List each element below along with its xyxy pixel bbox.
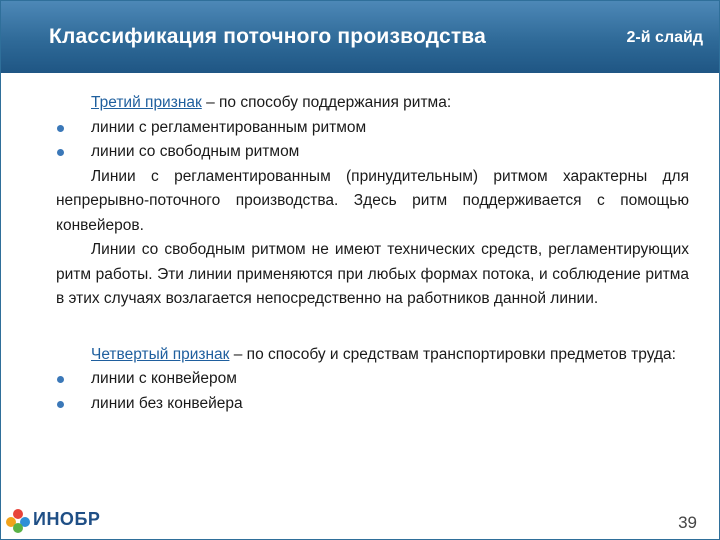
logo-mark-icon: [5, 508, 31, 534]
bullet-icon: [57, 149, 64, 156]
list-item-text: линии без конвейера: [91, 394, 243, 412]
slide-content: [56, 91, 689, 416]
section4-lead: [56, 343, 689, 368]
slide-header: [1, 1, 719, 73]
paragraph-free-rhythm: Линии со свободным ритмом не имеют технических средств, регламентирующих ритм работы. Эти линии применяются при любых формах потока, и соблюдение ритма в этих случаях возлагается непосредственно на работников данной линии.: [56, 241, 689, 307]
slide-label: 2-й слайд: [626, 29, 703, 46]
section3-lead-text: – по способу поддержания ритма:: [201, 94, 452, 111]
bullet-icon: [57, 125, 64, 132]
fourth-criterion-link[interactable]: Четвертый признак: [91, 345, 230, 363]
list-item-text: линии со свободным ритмом: [91, 143, 300, 160]
inobr-logo: [5, 507, 105, 535]
bullet-icon: [57, 401, 64, 408]
list-item-text: линии с регламентированным ритмом: [91, 118, 367, 136]
logo-text: ИНОБР: [33, 509, 101, 529]
list-item: [56, 140, 689, 165]
list-item: [56, 392, 689, 417]
list-item-text: линии с конвейером: [91, 370, 237, 387]
slide-title: Классификация поточного производства: [49, 25, 487, 48]
paragraph-regulated-rhythm: Линии с регламентированным (принудительным) ритмом характерны для непрерывно-поточного производства. Здесь ритм поддерживается с помощью конвейеров.: [56, 167, 689, 234]
section4-lead-text: – по способу и средствам транспортировки предметов труда:: [229, 345, 676, 363]
bullet-icon: [57, 376, 64, 383]
third-criterion-link[interactable]: Третий признак: [91, 94, 202, 111]
page-number: 39: [678, 513, 697, 532]
list-item: [56, 116, 689, 141]
list-item: [56, 367, 689, 392]
section3-lead: [56, 91, 689, 116]
